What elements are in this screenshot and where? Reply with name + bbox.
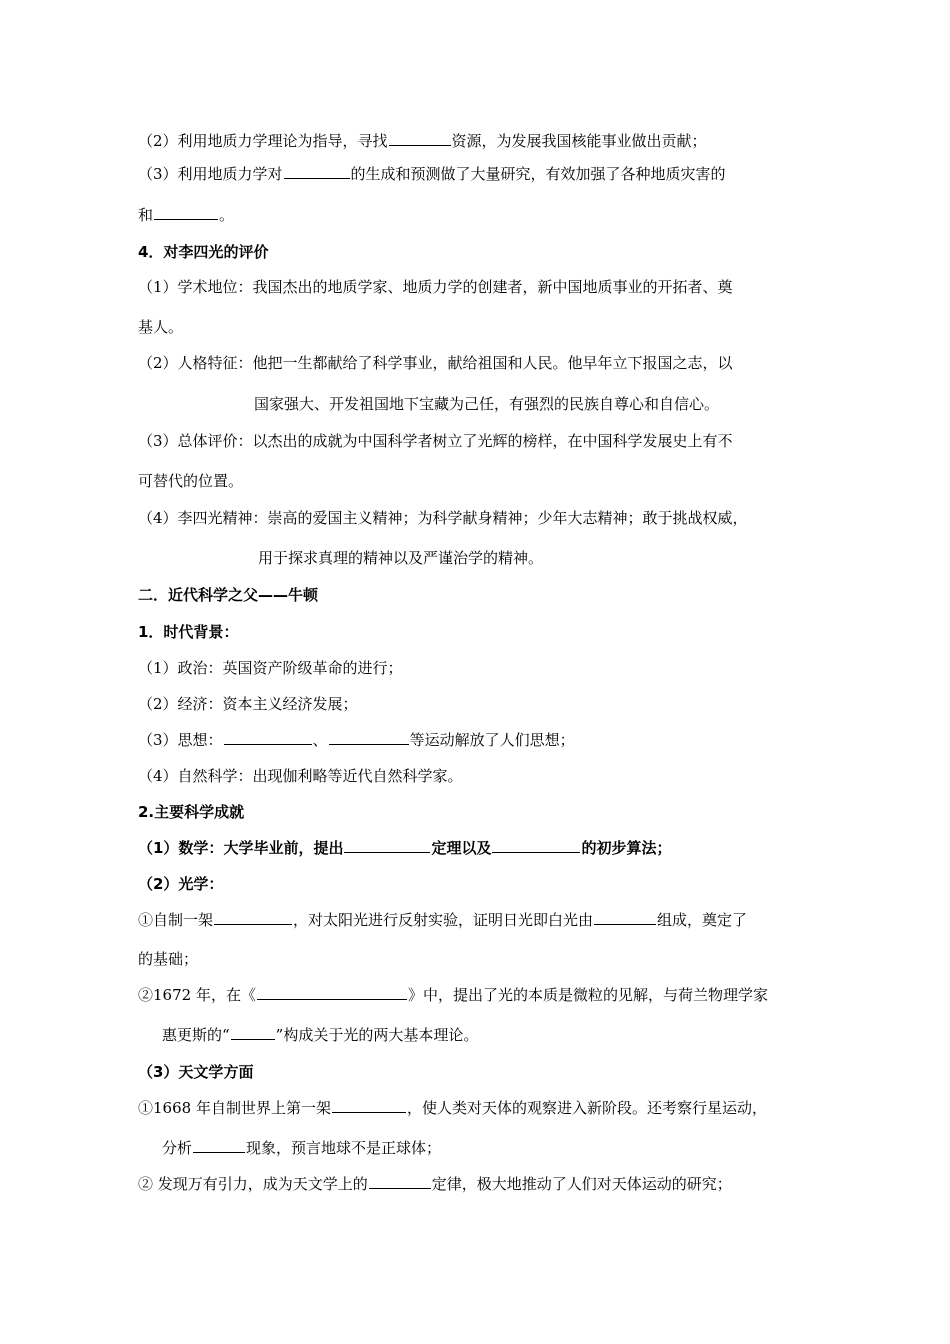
line-text: 组成，奠定了 xyxy=(657,911,748,929)
text-line: （4）李四光精神：崇高的爱国主义精神；为科学献身精神；少年大志精神；敢于挑战权威， xyxy=(138,509,748,527)
fill-blank xyxy=(284,164,350,179)
line-text: 现象，预言地球不是正球体； xyxy=(246,1139,442,1157)
line-text: 。 xyxy=(219,206,235,224)
fill-blank xyxy=(369,1174,431,1189)
text-line xyxy=(138,837,671,859)
line-text: 等运动解放了人们思想； xyxy=(409,731,575,749)
line-text: （1）数学：大学毕业前，提出 xyxy=(138,839,344,857)
line-text: 资源，为发展我国核能事业做出贡献； xyxy=(451,132,707,150)
line-text: ①1668 年自制世界上第一架 xyxy=(138,1099,331,1117)
text-line: 国家强大、开发祖国地下宝藏为己任，有强烈的民族自尊心和自信心。 xyxy=(254,395,720,413)
line-text: 惠更斯的“ xyxy=(162,1026,230,1044)
fill-blank xyxy=(492,838,580,853)
line-text: （2）利用地质力学理论为指导，寻找 xyxy=(138,132,388,150)
text-line xyxy=(162,1137,441,1159)
line-text: ② 发现万有引力，成为天文学上的 xyxy=(138,1175,368,1193)
section-heading: 1．时代背景： xyxy=(138,623,239,641)
line-text: 和 xyxy=(138,206,154,224)
section-heading: 4．对李四光的评价 xyxy=(138,243,269,261)
fill-blank xyxy=(389,131,451,146)
fill-blank xyxy=(193,1138,245,1153)
text-line xyxy=(162,1024,478,1046)
fill-blank xyxy=(344,838,430,853)
chapter-heading: 二．近代科学之父——牛顿 xyxy=(138,586,319,604)
text-line: （2）经济：资本主义经济发展； xyxy=(138,695,358,713)
text-line: 可替代的位置。 xyxy=(138,472,244,490)
fill-blank xyxy=(594,910,656,925)
line-text: （3）思想： xyxy=(138,731,223,749)
line-text: ”构成关于光的两大基本理论。 xyxy=(275,1026,479,1044)
line-text: 定理以及 xyxy=(431,839,492,857)
line-text: 》中，提出了光的本质是微粒的见解，与荷兰物理学家 xyxy=(407,986,768,1004)
fill-blank xyxy=(257,985,407,1000)
fill-blank xyxy=(214,910,292,925)
fill-blank xyxy=(329,730,409,745)
text-line xyxy=(138,729,575,751)
line-text: 的生成和预测做了大量研究，有效加强了各种地质灾害的 xyxy=(350,165,726,183)
section-heading: 2.主要科学成就 xyxy=(138,803,245,821)
text-line: 用于探求真理的精神以及严谨治学的精神。 xyxy=(258,549,544,567)
text-line xyxy=(138,909,747,931)
line-text: 分析 xyxy=(162,1139,193,1157)
text-line: 基人。 xyxy=(138,318,184,336)
line-text: ，使人类对天体的观察进入新阶段。还考察行星运动， xyxy=(406,1099,767,1117)
fill-blank xyxy=(332,1098,406,1113)
line-text: 的初步算法； xyxy=(581,839,672,857)
text-line: （2）光学： xyxy=(138,875,224,893)
text-line: （1）政治：英国资产阶级革命的进行； xyxy=(138,659,403,677)
text-line: （1）学术地位：我国杰出的地质学家、地质力学的创建者，新中国地质事业的开拓者、奠 xyxy=(138,278,733,296)
text-line: （4）自然科学：出现伽利略等近代自然科学家。 xyxy=(138,767,463,785)
text-line xyxy=(138,984,768,1006)
text-line: （3）天文学方面 xyxy=(138,1063,254,1081)
line-text: 、 xyxy=(312,731,328,749)
line-text: ，对太阳光进行反射实验，证明日光即白光由 xyxy=(293,911,594,929)
text-line xyxy=(138,1097,767,1119)
text-line: 的基础； xyxy=(138,950,199,968)
fill-blank xyxy=(154,205,218,220)
text-line: （3）总体评价：以杰出的成就为中国科学者树立了光辉的榜样，在中国科学发展史上有不 xyxy=(138,432,733,450)
line-text: 定律，极大地推动了人们对天体运动的研究； xyxy=(431,1175,732,1193)
text-line xyxy=(138,1173,732,1195)
text-line xyxy=(138,204,234,226)
fill-blank xyxy=(231,1025,275,1040)
text-line xyxy=(138,130,707,152)
line-text: ①自制一架 xyxy=(138,911,214,929)
line-text: ②1672 年，在《 xyxy=(138,986,256,1004)
text-line: （2）人格特征：他把一生都献给了科学事业，献给祖国和人民。他早年立下报国之志，以 xyxy=(138,354,733,372)
fill-blank xyxy=(224,730,312,745)
text-line xyxy=(138,163,726,185)
line-text: （3）利用地质力学对 xyxy=(138,165,283,183)
